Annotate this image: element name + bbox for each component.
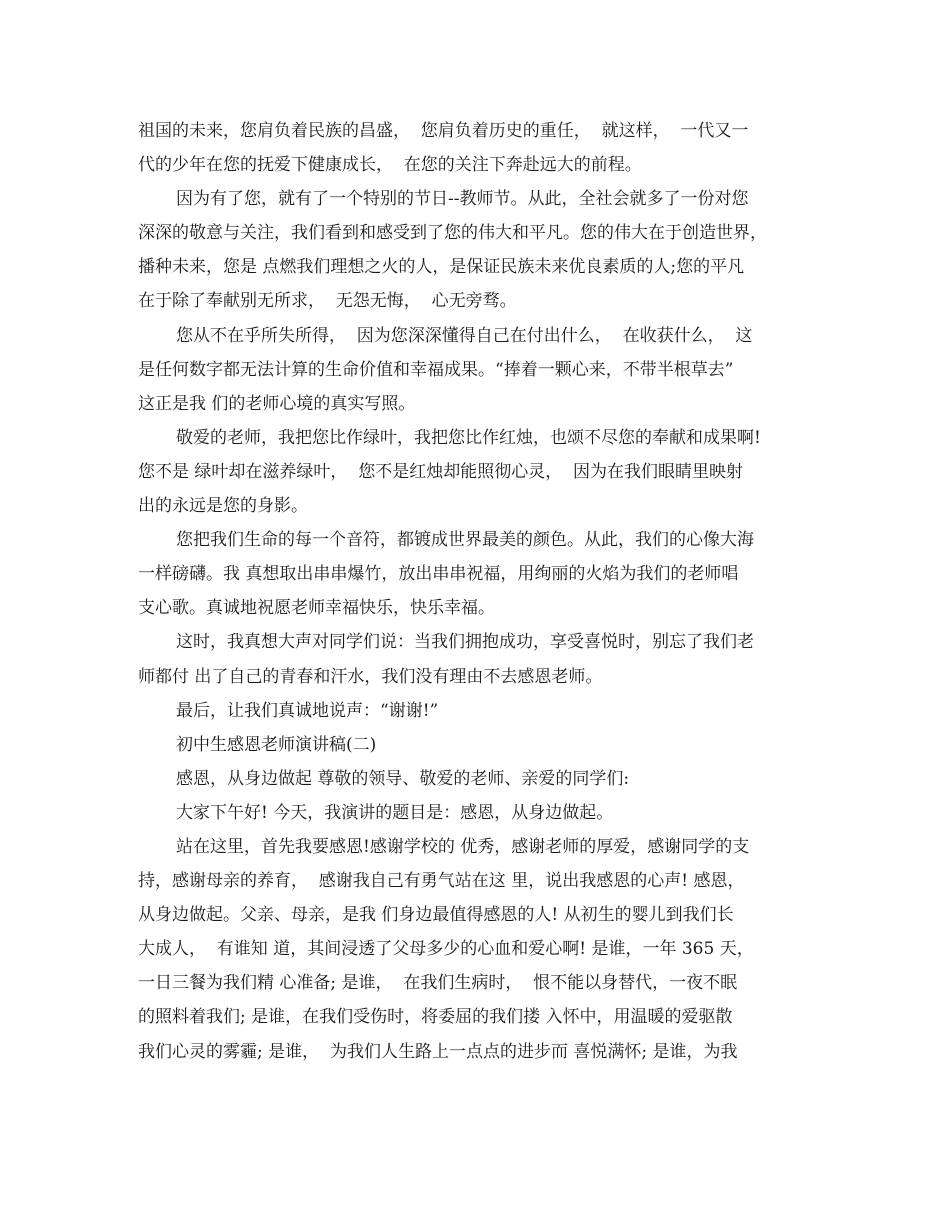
text-line: 因为有了您，就有了一个特别的节日--教师节。从此，全社会就多了一份对您 (176, 189, 749, 210)
text-line: 大成人， 有谁知 道，其间浸透了父母多少的心血和爱心啊! 是谁，一年 365 天， (138, 939, 754, 960)
text-line: 从身边做起。父亲、母亲，是我 们身边最值得感恩的人! 从初生的婴儿到我们长 (138, 905, 734, 926)
text-line: 您把我们生命的每一个音符，都镀成世界最美的颜色。从此，我们的心像大海 (176, 530, 754, 551)
text-line: 在于除了奉献别无所求， 无怨无悔， 心无旁骛。 (138, 291, 517, 312)
document-body (138, 114, 818, 1069)
text-line: 我们心灵的雾霾; 是谁， 为我们人生路上一点点的进步而 喜悦满怀; 是谁，为我 (138, 1041, 738, 1062)
text-line: 祖国的未来，您肩负着民族的昌盛， 您肩负着历史的重任， 就这样， 一代又一 (138, 121, 749, 141)
text-line: 初中生感恩老师演讲稿(二) (176, 734, 377, 755)
text-line: 出的永远是您的身影。 (138, 496, 308, 517)
text-line: 深深的敬意与关注，我们看到和感受到了您的伟大和平凡。您的伟大在于创造世界， (138, 223, 767, 244)
text-line: 一样磅礴。我 真想取出串串爆竹，放出串串祝福，用绚丽的火焰为我们的老师唱 (138, 564, 739, 585)
text-line: 一日三餐为我们精 心准备; 是谁， 在我们生病时， 恨不能以身替代，一夜不眠 (138, 973, 738, 994)
text-line: 您从不在乎所失所得， 因为您深深懂得自己在付出什么， 在收获什么， 这 (176, 325, 753, 346)
text-line: 师都付 出了自己的青春和汗水，我们没有理由不去感恩老师。 (138, 666, 603, 687)
text-line: 您不是 绿叶却在滋养绿叶， 您不是红烛却能照彻心灵， 因为在我们眼睛里映射 (138, 461, 744, 482)
text-line: 支心歌。真诚地祝愿老师幸福快乐，快乐幸福。 (138, 598, 495, 619)
text-line: 的照料着我们; 是谁，在我们受伤时，将委屈的我们搂 入怀中，用温暖的爱驱散 (138, 1007, 733, 1028)
text-line: 感恩，从身边做起 尊敬的领导、敬爱的老师、亲爱的同学们: (176, 768, 630, 789)
text-line: 敬爱的老师，我把您比作绿叶，我把您比作红烛，也颂不尽您的奉献和成果啊! (176, 427, 761, 448)
text-line: 代的少年在您的抚爱下健康成长， 在您的关注下奔赴远大的前程。 (138, 155, 642, 176)
text-line: 持，感谢母亲的养育， 感谢我自己有勇气站在这 里，说出我感恩的心声! 感恩， (138, 871, 745, 892)
text-line: 这时，我真想大声对同学们说：当我们拥抱成功，享受喜悦时，别忘了我们老 (176, 632, 754, 653)
text-line: 站在这里，首先我要感恩!感谢学校的 优秀，感谢老师的厚爱，感谢同学的支 (176, 836, 750, 857)
text-line: 最后，让我们真诚地说声：“谢谢!” (176, 700, 439, 721)
text-line: 这正是我 们的老师心境的真实写照。 (138, 393, 416, 414)
text-line: 是任何数字都无法计算的生命价值和幸福成果。“捧着一颗心来，不带半根草去” (138, 359, 734, 380)
text-line: 大家下午好! 今天，我演讲的题目是：感恩，从身边做起。 (176, 802, 614, 823)
text-line: 播种未来，您是 点燃我们理想之火的人，是保证民族未来优良素质的人;您的平凡 (138, 257, 745, 278)
